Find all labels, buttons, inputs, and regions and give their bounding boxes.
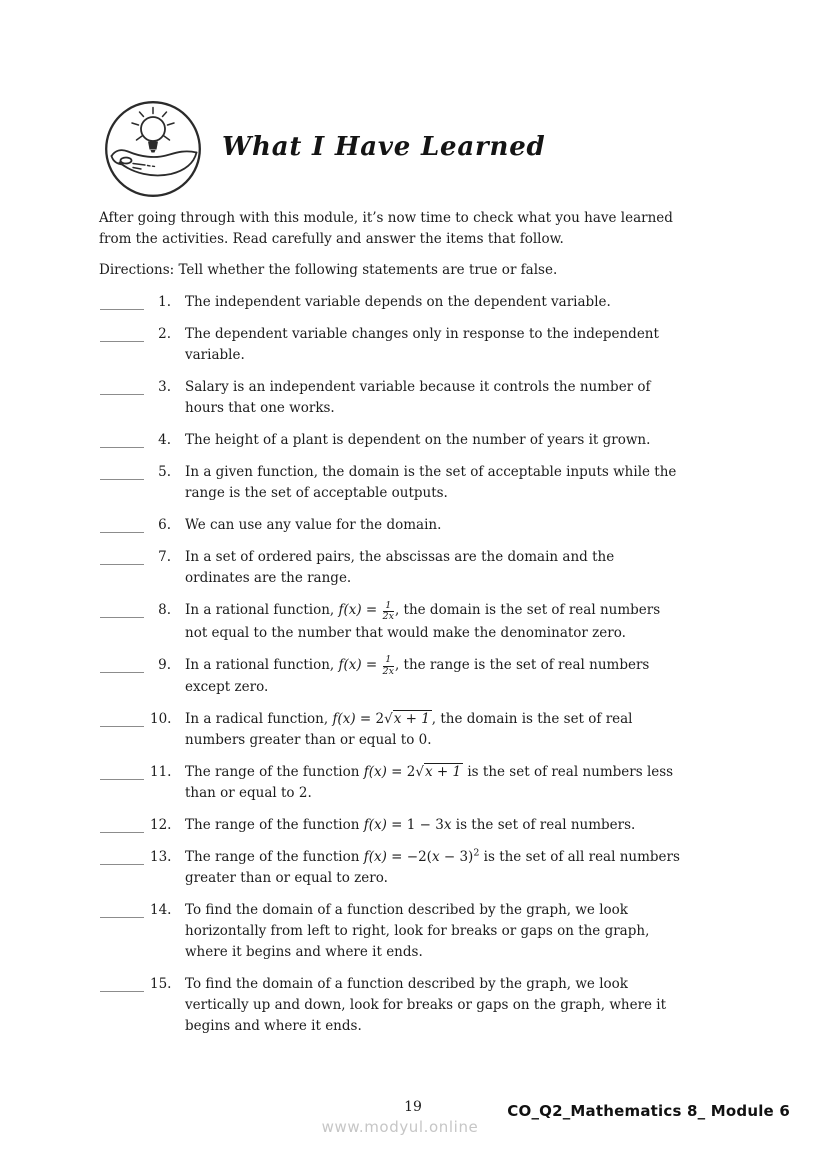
item-text: To find the domain of a function described by the graph, we look	[185, 902, 628, 919]
item-number: 2.	[158, 326, 171, 342]
item-text: not equal to the number that would make the denominator zero.	[185, 624, 626, 641]
list-item	[100, 292, 680, 313]
intro-line: from the activities. Read carefully and answer the items that follow.	[99, 231, 564, 247]
list-item	[100, 462, 680, 504]
item-text: In a rational function, f(x) = $\frac{1}{2x}$ , the domain is the set of real numbers	[185, 599, 661, 623]
radicand: x + 1	[393, 711, 430, 728]
item-text: horizontally from left to right, look for breaks or gaps on the graph,	[185, 923, 650, 940]
item-text: begins and where it ends.	[185, 1018, 362, 1035]
item-number: 7.	[158, 549, 171, 565]
radical-sign: √	[384, 711, 393, 728]
page-title: What I Have Learned	[222, 132, 546, 162]
list-item	[100, 974, 680, 1037]
answer-blank	[100, 516, 144, 533]
item-text: In a set of ordered pairs, the abscissas are the domain and the	[185, 549, 615, 565]
intro-line: After going through with this module, it’s now time to check what you have learned	[99, 210, 673, 226]
item-text: variable.	[185, 347, 245, 363]
fraction: $\frac{1}{2x}$	[382, 599, 394, 623]
answer-blank	[100, 656, 144, 673]
list-item	[100, 655, 680, 699]
list-item	[100, 815, 680, 836]
list-item	[100, 600, 680, 644]
answer-blank	[100, 325, 144, 342]
item-text: numbers greater than or equal to 0.	[185, 732, 432, 749]
module-reference: CO_Q2_Mathematics 8_ Module 6	[507, 1102, 790, 1120]
item-text: We can use any value for the domain.	[185, 517, 442, 533]
math-expression: f(x)	[338, 656, 362, 673]
answer-blank	[100, 601, 144, 618]
item-number: 11.	[150, 764, 172, 781]
item-number: 4.	[158, 432, 171, 448]
item-text: range is the set of acceptable outputs.	[185, 485, 448, 501]
item-number: 8.	[158, 602, 171, 618]
list-item	[100, 762, 680, 804]
item-number: 13.	[150, 849, 172, 866]
item-text: The independent variable depends on the dependent variable.	[185, 294, 611, 310]
answer-blank	[100, 975, 144, 992]
item-number: 12.	[150, 817, 172, 834]
intro-paragraph	[99, 208, 673, 250]
item-text: The range of the function f(x) = 2√x + 1 is the set of real numbers less	[185, 764, 674, 781]
math-expression: f(x)	[332, 711, 356, 728]
item-number: 9.	[158, 656, 171, 673]
answer-blank	[100, 848, 144, 865]
list-item	[100, 430, 680, 451]
item-text: than or equal to 2.	[185, 785, 312, 802]
list-item	[100, 547, 680, 589]
math-expression: f(x)	[338, 602, 362, 618]
list-item	[100, 324, 680, 366]
answer-blank	[100, 763, 144, 780]
math-expression: f(x)	[363, 849, 387, 866]
answer-blank	[100, 816, 144, 833]
fraction: $\frac{1}{2x}$	[382, 654, 394, 677]
answer-blank	[100, 293, 144, 310]
item-text: Salary is an independent variable because it controls the number of	[185, 379, 651, 395]
statements-list	[100, 292, 680, 1048]
item-number: 1.	[158, 294, 171, 310]
item-number: 14.	[150, 902, 172, 919]
list-item	[100, 709, 680, 751]
exponent: 2	[473, 847, 480, 859]
item-number: 15.	[150, 976, 172, 993]
item-text: The range of the function f(x) = 1 − 3x is the set of real numbers.	[185, 817, 636, 834]
item-text: The range of the function $f(x) = -2(x - 3)^2$ is the set of all real numbers	[185, 847, 680, 866]
answer-blank	[100, 901, 144, 918]
directions-text: Directions: Tell whether the following statements are true or false.	[99, 262, 558, 278]
math-expression: f(x)	[363, 817, 387, 834]
answer-blank	[100, 431, 144, 448]
answer-blank	[100, 463, 144, 480]
item-text: To find the domain of a function described by the graph, we look	[185, 976, 628, 993]
item-text: In a rational function, f(x) = $\frac{1}{2x}$ , the range is the set of real numbers	[185, 654, 650, 677]
list-item	[100, 515, 680, 536]
lightbulb-hand-icon	[103, 99, 203, 199]
item-text: In a given function, the domain is the set of acceptable inputs while the	[185, 464, 677, 480]
item-text: vertically up and down, look for breaks or gaps on the graph, where it	[185, 997, 667, 1014]
radicand: x + 1	[424, 764, 462, 781]
answer-blank	[100, 378, 144, 395]
item-number: 10.	[150, 711, 172, 728]
page-number: 19	[404, 1099, 422, 1115]
item-text: greater than or equal to zero.	[185, 870, 388, 887]
answer-blank	[100, 710, 144, 727]
item-text: The height of a plant is dependent on the number of years it grown.	[185, 432, 651, 448]
item-text: ordinates are the range.	[185, 570, 352, 586]
list-item	[100, 900, 680, 963]
item-text: where it begins and where it ends.	[185, 944, 423, 961]
item-text: except zero.	[185, 679, 269, 696]
section-header	[103, 99, 546, 199]
item-number: 3.	[158, 379, 171, 395]
math-expression: f(x)	[363, 764, 387, 781]
list-item	[100, 847, 680, 889]
item-text: In a radical function, f(x) = 2√x + 1 , the domain is the set of real	[185, 711, 633, 728]
watermark: www.modyul.online	[321, 1118, 479, 1136]
answer-blank	[100, 548, 144, 565]
item-text: hours that one works.	[185, 400, 335, 416]
item-number: 6.	[158, 517, 171, 533]
item-number: 5.	[158, 464, 171, 480]
radical-sign: √	[415, 764, 424, 781]
item-text: The dependent variable changes only in response to the independent	[185, 326, 659, 342]
list-item	[100, 377, 680, 419]
